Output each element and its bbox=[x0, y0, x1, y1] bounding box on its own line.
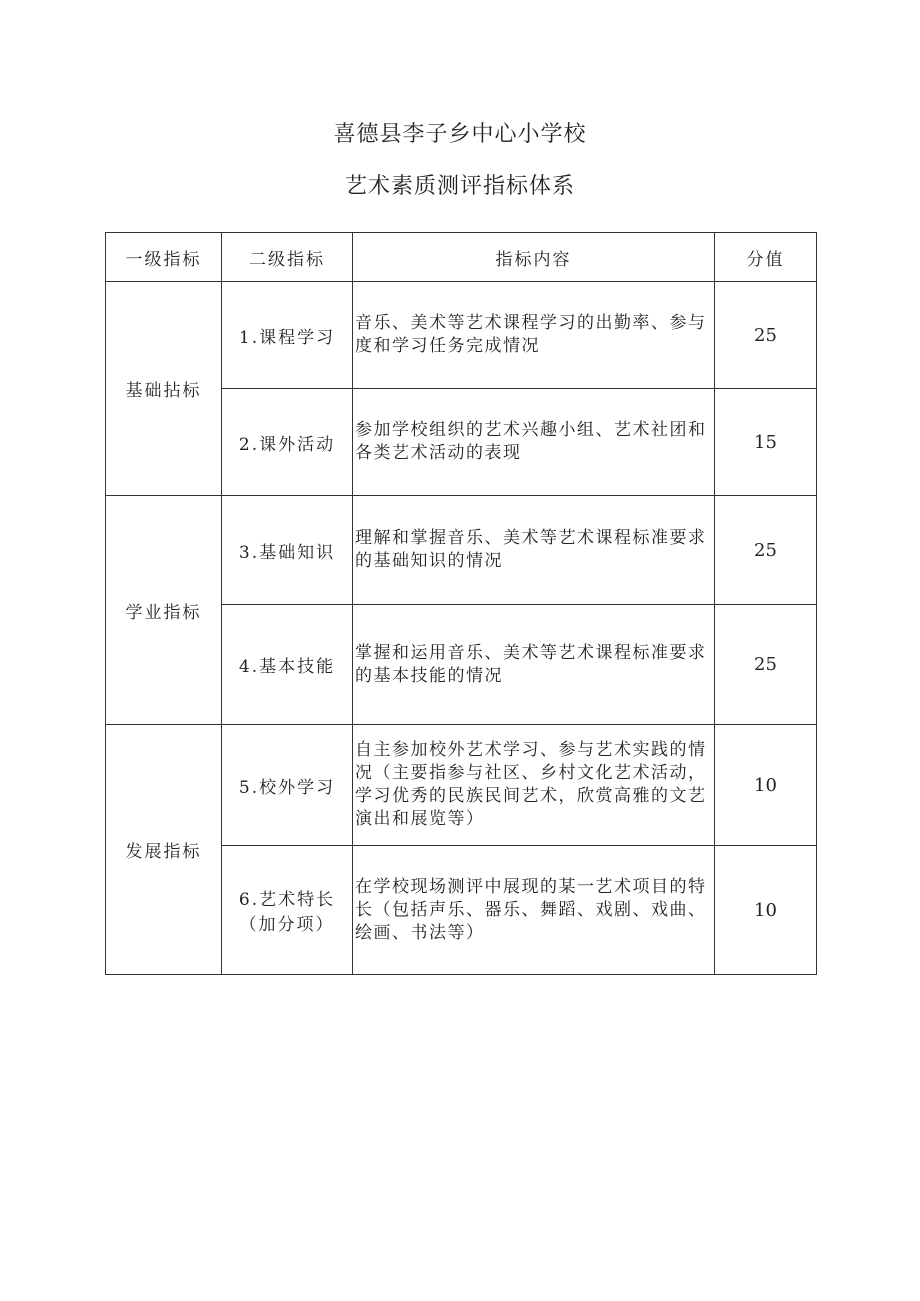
content-cell: 在学校现场测评中展现的某一艺术项目的特长（包括声乐、器乐、舞蹈、戏剧、戏曲、绘画、书法等） bbox=[353, 846, 715, 975]
header-content: 指标内容 bbox=[353, 233, 715, 282]
content-cell: 自主参加校外艺术学习、参与艺术实践的情况（主要指参与社区、乡村文化艺术活动，学习优秀的民族民间艺术，欣赏高雅的文艺演出和展览等） bbox=[353, 725, 715, 846]
level2-cell bbox=[222, 725, 353, 846]
document-title: 喜德县李子乡中心小学校 bbox=[333, 122, 587, 147]
level2-cell bbox=[222, 496, 353, 605]
level2-label: 4.基本技能 bbox=[238, 657, 336, 677]
score-cell: 10 bbox=[715, 846, 817, 975]
document-subtitle: 艺术素质测评指标体系 bbox=[344, 174, 575, 199]
level2-sublabel: （加分项） bbox=[239, 915, 335, 935]
level2-cell bbox=[222, 605, 353, 725]
header-level2: 二级指标 bbox=[222, 233, 353, 282]
header-score: 分值 bbox=[715, 233, 817, 282]
table-header-row bbox=[106, 233, 817, 282]
content-cell: 掌握和运用音乐、美术等艺术课程标准要求的基本技能的情况 bbox=[353, 605, 715, 725]
level2-label: 5.校外学习 bbox=[238, 777, 336, 798]
indicator-table bbox=[105, 232, 817, 975]
level2-cell bbox=[222, 282, 353, 389]
level2-label: 1.课程学习 bbox=[238, 327, 336, 348]
score-cell: 25 bbox=[715, 496, 817, 605]
score-cell: 15 bbox=[715, 389, 817, 496]
score-cell: 25 bbox=[715, 282, 817, 389]
level2-label: 6.艺术特长 bbox=[238, 890, 336, 910]
level1-cell: 发展指标 bbox=[106, 725, 222, 975]
score-cell: 25 bbox=[715, 605, 817, 725]
score-cell: 10 bbox=[715, 725, 817, 846]
header-level1: 一级指标 bbox=[106, 233, 222, 282]
level2-label: 3.基础知识 bbox=[238, 542, 336, 563]
content-cell: 参加学校组织的艺术兴趣小组、艺术社团和各类艺术活动的表现 bbox=[353, 389, 715, 496]
level1-cell: 学业指标 bbox=[106, 496, 222, 725]
level2-cell bbox=[222, 389, 353, 496]
content-cell: 音乐、美术等艺术课程学习的出勤率、参与度和学习任务完成情况 bbox=[353, 282, 715, 389]
level2-cell bbox=[222, 846, 353, 975]
level1-cell: 基础拈标 bbox=[106, 282, 222, 496]
level2-label: 2.课外活动 bbox=[238, 434, 336, 455]
content-cell: 理解和掌握音乐、美术等艺术课程标准要求的基础知识的情况 bbox=[353, 496, 715, 605]
table-row bbox=[106, 496, 817, 605]
table-row bbox=[106, 725, 817, 846]
table-row bbox=[106, 282, 817, 389]
